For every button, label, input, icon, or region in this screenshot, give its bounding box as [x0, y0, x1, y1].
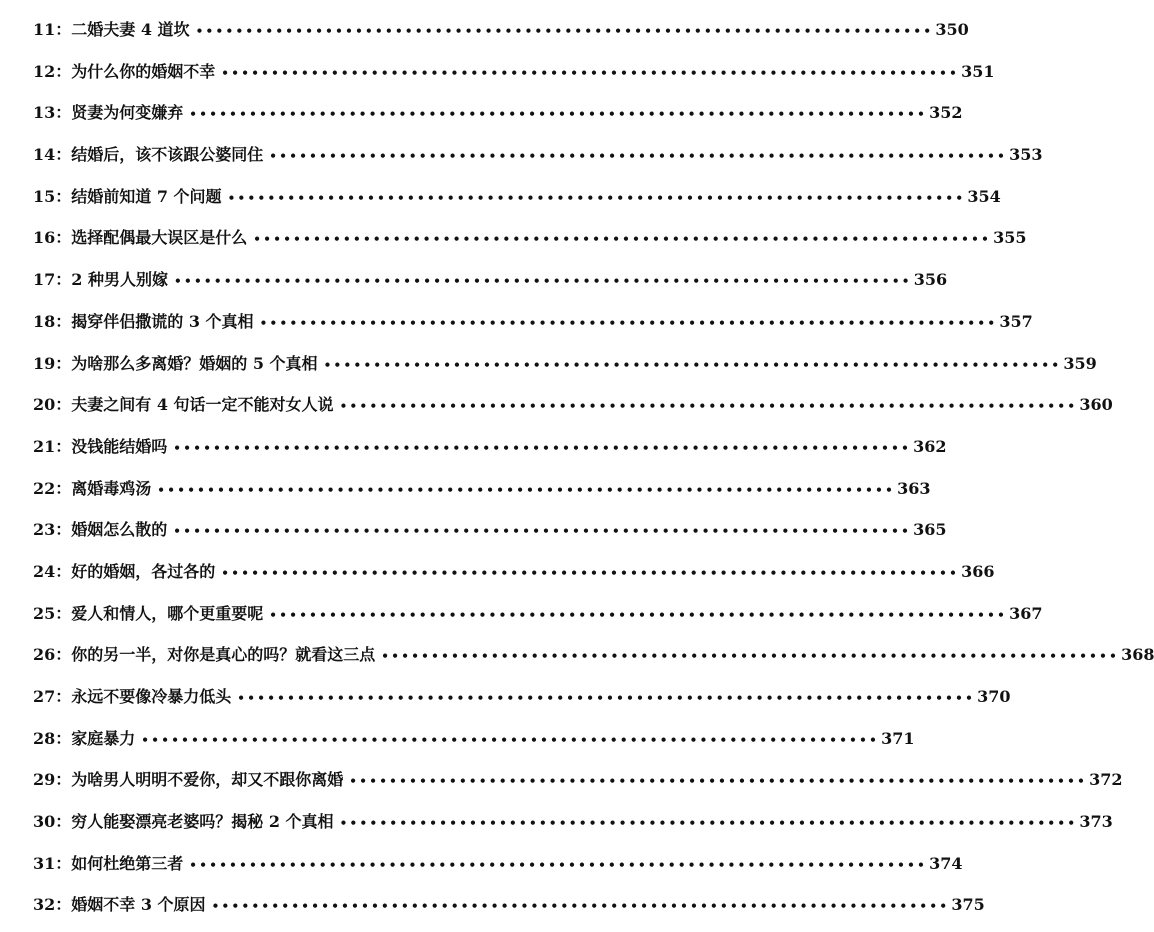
dot-leader: •••••••••••••••••••••••••••••••••••••••••••••••••••••••••••••••••••••••••• — [141, 732, 880, 747]
toc-entry[interactable] — [33, 593, 1043, 635]
entry-page-number: 350 — [935, 20, 969, 39]
dot-leader: •••••••••••••••••••••••••••••••••••••••••••••••••••••••••••••••••••••••••• — [323, 357, 1062, 372]
toc-entry[interactable] — [33, 384, 1113, 426]
entry-title: 夫妻之间有 4 句话一定不能对女人说 — [71, 395, 334, 415]
toc-entry[interactable] — [33, 676, 1011, 718]
dot-leader: •••••••••••••••••••••••••••••••••••••••••••••••••••••••••••••••••••••••••• — [157, 482, 896, 497]
entry-number: 26： — [33, 645, 72, 665]
entry-title: 永远不要像冷暴力低头 — [71, 687, 232, 706]
dot-leader: •••••••••••••••••••••••••••••••••••••••••••••••••••••••••••••••••••••••••• — [221, 65, 960, 80]
toc-entry[interactable] — [33, 759, 1123, 801]
entry-number: 32： — [33, 895, 72, 915]
entry-title: 贤妻为何变嫌弃 — [71, 103, 184, 123]
dot-leader: •••••••••••••••••••••••••••••••••••••••••••••••••••••••••••••••••••••••••• — [259, 315, 998, 330]
toc-entry[interactable] — [33, 259, 948, 301]
entry-number: 11： — [33, 20, 72, 39]
toc-entry[interactable] — [33, 301, 1033, 343]
entry-number: 16： — [33, 228, 72, 248]
dot-leader: •••••••••••••••••••••••••••••••••••••••••••••••••••••••••••••••••••••••••• — [381, 649, 1120, 664]
entry-page-number: 360 — [1079, 395, 1113, 415]
entry-number: 13： — [33, 103, 72, 123]
entry-number: 19： — [33, 353, 72, 373]
dot-leader: •••••••••••••••••••••••••••••••••••••••••••••••••••••••••••••••••••••••••• — [339, 399, 1078, 414]
toc-entry[interactable] — [33, 217, 1027, 259]
dot-leader: •••••••••••••••••••••••••••••••••••••••••••••••••••••••••••••••••••••••••• — [189, 857, 928, 872]
entry-page-number: 374 — [929, 853, 963, 873]
toc-entry[interactable] — [33, 134, 1043, 176]
dot-leader: •••••••••••••••••••••••••••••••••••••••••••••••••••••••••••••••••••••••••• — [173, 524, 912, 539]
entry-title: 好的婚姻，各过各的 — [71, 561, 216, 581]
dot-leader: •••••••••••••••••••••••••••••••••••••••••••••••••••••••••••••••••••••••••• — [195, 24, 934, 38]
entry-number: 12： — [33, 61, 72, 81]
toc-entry[interactable] — [33, 884, 985, 926]
entry-title: 为什么你的婚姻不幸 — [71, 61, 216, 81]
entry-page-number: 366 — [961, 561, 995, 581]
entry-page-number: 365 — [913, 520, 947, 540]
entry-title: 选择配偶最大误区是什么 — [71, 228, 248, 248]
entry-page-number: 375 — [951, 895, 985, 915]
dot-leader: •••••••••••••••••••••••••••••••••••••••••••••••••••••••••••••••••••••••••• — [227, 190, 966, 205]
entry-page-number: 363 — [897, 478, 931, 498]
toc-entry[interactable] — [33, 718, 915, 760]
toc-entry[interactable] — [33, 9, 969, 51]
entry-number: 18： — [33, 311, 72, 331]
entry-number: 29： — [33, 770, 72, 790]
entry-title: 离婚毒鸡汤 — [71, 478, 152, 498]
dot-leader: •••••••••••••••••••••••••••••••••••••••••••••••••••••••••••••••••••••••••• — [339, 816, 1078, 831]
entry-page-number: 356 — [913, 270, 948, 290]
entry-title: 婚姻怎么散的 — [71, 520, 168, 540]
entry-title: 婚姻不幸 3 个原因 — [71, 895, 206, 915]
toc-entry[interactable] — [33, 468, 931, 510]
dot-leader: •••••••••••••••••••••••••••••••••••••••••••••••••••••••••••••••••••••••••• — [189, 107, 928, 122]
entry-number: 28： — [33, 728, 72, 748]
entry-page-number: 354 — [967, 186, 1001, 206]
toc-entry[interactable] — [33, 426, 947, 468]
toc-entry[interactable] — [33, 51, 995, 93]
entry-title: 爱人和情人，哪个更重要呢 — [71, 603, 264, 623]
dot-leader: •••••••••••••••••••••••••••••••••••••••••••••••••••••••••••••••••••••••••• — [221, 565, 960, 580]
toc-entry[interactable] — [33, 843, 963, 885]
toc-entry[interactable] — [33, 176, 1001, 218]
entry-title: 你的另一半，对你是真心的吗？就看这三点 — [71, 645, 376, 665]
entry-page-number: 357 — [999, 311, 1033, 331]
entry-title: 结婚前知道 7 个问题 — [71, 186, 222, 206]
entry-title: 如何杜绝第三者 — [71, 853, 184, 873]
entry-title: 没钱能结婚吗 — [71, 436, 168, 456]
dot-leader: •••••••••••••••••••••••••••••••••••••••••••••••••••••••••••••••••••••••••• — [174, 274, 912, 289]
entry-title: 揭穿伴侣撒谎的 3 个真相 — [71, 311, 254, 331]
toc-entry[interactable] — [33, 801, 1113, 843]
toc-entry[interactable] — [33, 92, 963, 134]
entry-page-number: 353 — [1009, 145, 1043, 165]
entry-page-number: 371 — [881, 728, 915, 748]
entry-title: 结婚后，该不该跟公婆同住 — [71, 145, 264, 165]
entry-page-number: 370 — [977, 687, 1011, 706]
entry-number: 21： — [33, 436, 72, 456]
entry-number: 15： — [33, 186, 72, 206]
entry-title: 为啥那么多离婚？婚姻的 5 个真相 — [71, 353, 318, 373]
dot-leader: •••••••••••••••••••••••••••••••••••••••••••••••••••••••••••••••••••••••••• — [269, 607, 1008, 622]
entry-number: 17： — [33, 270, 72, 290]
entry-page-number: 351 — [961, 61, 995, 81]
entry-title: 2 种男人别嫁 — [71, 270, 168, 290]
dot-leader: •••••••••••••••••••••••••••••••••••••••••••••••••••••••••••••••••••••••••• — [253, 232, 992, 247]
table-of-contents — [33, 9, 1154, 926]
toc-entry[interactable] — [33, 343, 1097, 385]
entry-number: 27： — [33, 687, 72, 706]
entry-title: 穷人能娶漂亮老婆吗？揭秘 2 个真相 — [71, 812, 334, 832]
entry-number: 31： — [33, 853, 72, 873]
toc-entry[interactable] — [33, 634, 1154, 676]
entry-page-number: 352 — [929, 103, 963, 123]
entry-number: 22： — [33, 478, 72, 498]
entry-number: 23： — [33, 520, 72, 540]
entry-page-number: 368 — [1121, 645, 1154, 665]
dot-leader: •••••••••••••••••••••••••••••••••••••••••••••••••••••••••••••••••••••••••• — [269, 149, 1008, 164]
entry-page-number: 372 — [1089, 770, 1123, 790]
entry-title: 二婚夫妻 4 道坎 — [71, 20, 190, 39]
entry-page-number: 373 — [1079, 812, 1113, 832]
dot-leader: •••••••••••••••••••••••••••••••••••••••••••••••••••••••••••••••••••••••••• — [349, 774, 1088, 789]
dot-leader: •••••••••••••••••••••••••••••••••••••••••••••••••••••••••••••••••••••••••• — [237, 691, 976, 705]
entry-page-number: 359 — [1063, 353, 1097, 373]
entry-number: 14： — [33, 145, 72, 165]
entry-page-number: 362 — [913, 436, 947, 456]
entry-number: 25： — [33, 603, 72, 623]
toc-entry[interactable] — [33, 551, 995, 593]
entry-number: 30： — [33, 812, 72, 832]
entry-page-number: 355 — [993, 228, 1027, 248]
entry-page-number: 367 — [1009, 603, 1043, 623]
dot-leader: •••••••••••••••••••••••••••••••••••••••••••••••••••••••••••••••••••••••••• — [173, 440, 912, 455]
toc-entry[interactable] — [33, 509, 947, 551]
entry-title: 家庭暴力 — [71, 728, 136, 748]
entry-title: 为啥男人明明不爱你，却又不跟你离婚 — [71, 770, 344, 790]
entry-number: 20： — [33, 395, 72, 415]
entry-number: 24： — [33, 561, 72, 581]
dot-leader: •••••••••••••••••••••••••••••••••••••••••••••••••••••••••••••••••••••••••• — [211, 899, 950, 914]
